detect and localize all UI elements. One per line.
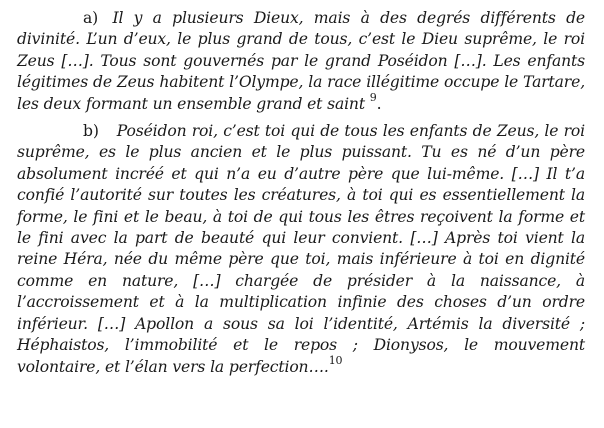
- footnote-ref-9[interactable]: 9: [369, 91, 377, 105]
- paragraph-a-text: Il y a plusieurs Dieux, mais à des degrés différents de divinité. L’un d’eux, le plus grand de tous, c’est le Dieu suprême, le roi Zeus […]. Tous sont gouvernés par le grand Poséidon […]. Les enfants légitimes de Zeus habitent l’Olympe, la race illégitime occupe le Tartare, les deux formant un ensemble grand et saint: [17, 9, 585, 113]
- paragraph-label-a: a): [83, 9, 99, 27]
- paragraph-a-period: .: [376, 94, 382, 113]
- footnote-ref-10[interactable]: 10: [328, 354, 343, 368]
- document-page: [17, 8, 585, 378]
- paragraph-label-b: b): [83, 122, 99, 141]
- paragraph-a: [17, 8, 585, 115]
- paragraph-b-text: Poséidon roi, c’est toi qui de tous les enfants de Zeus, le roi suprême, es le plus ancien et le plus puissant. Tu es né d’un père absolument incréé et qui n’a eu d’autre père que lui-même. […] Il t’a confié l’autorité sur toutes les créatures, à toi qui es essentiellement la forme, le fini et le beau, à toi de qui tous les êtres reçoivent la forme et le fini avec la part de beauté qui leur convient. […] Après toi vient la reine Héra, née du même père que toi, mais inférieure à toi en dignité comme en nature, […] chargée de présider à la naissance, à l’accroissement et à la multiplication infinie des choses d’un ordre inférieur. […] Apollon a sous sa loi l’identité, Artémis la diversité ; Héphaistos, l’immobilité et le repos ; Dionysos, le mouvement volontaire, et l’élan vers la perfection….: [17, 122, 585, 376]
- paragraph-b: [17, 121, 585, 378]
